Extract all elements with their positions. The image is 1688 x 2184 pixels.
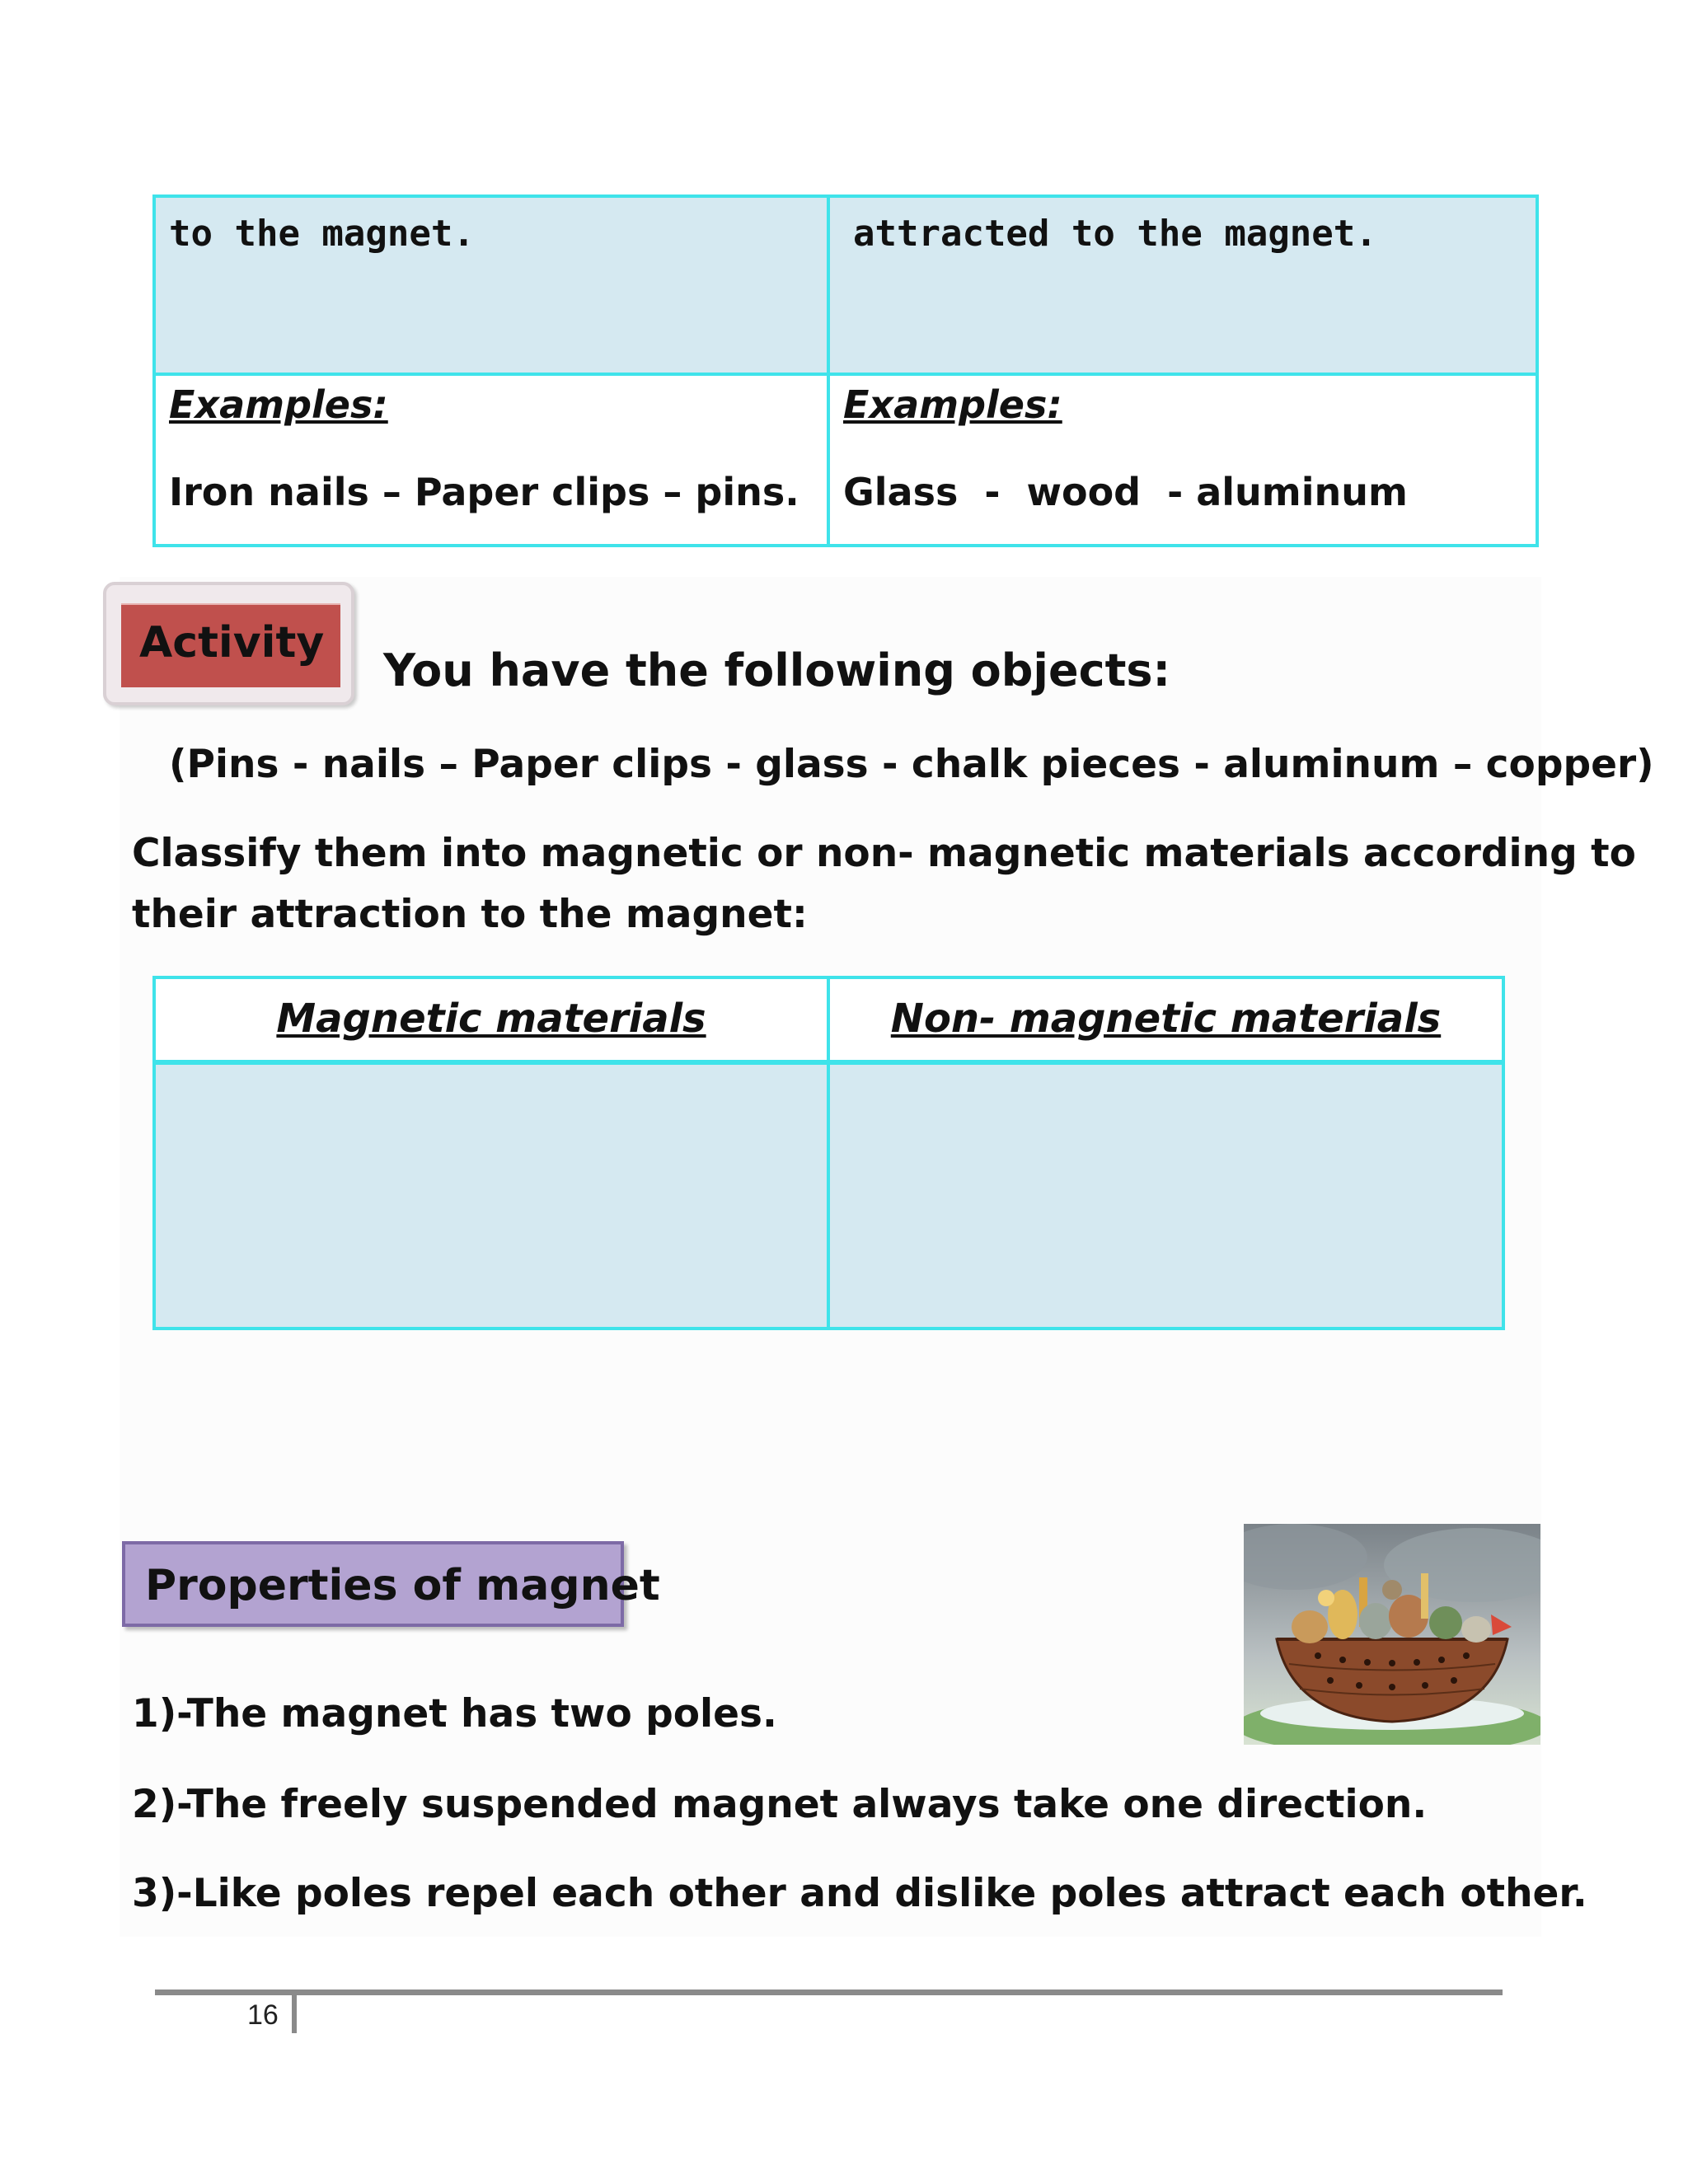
table-header-cell <box>830 979 1502 1065</box>
answer-cell-magnetic[interactable] <box>156 1065 830 1327</box>
table-cell <box>156 198 830 376</box>
instruction-line-1: Classify them into magnetic or non- magnetic materials according to <box>132 831 1636 876</box>
column-header-magnetic: Magnetic materials <box>276 996 706 1042</box>
answer-cell-non-magnetic[interactable] <box>830 1065 1502 1327</box>
property-item: 3)-Like poles repel each other and dislike poles attract each other. <box>132 1871 1587 1916</box>
table-cell <box>830 376 1536 544</box>
examples-label: Examples: <box>169 382 388 427</box>
cell-text: attracted to the magnet. <box>853 213 1377 255</box>
instruction-line-2: their attraction to the magnet: <box>132 892 808 937</box>
footer-tick <box>292 1994 297 2033</box>
examples-text: Glass - wood - aluminum <box>843 470 1408 514</box>
table-cell <box>156 376 830 544</box>
classification-table <box>152 976 1505 1330</box>
activity-badge <box>103 582 354 705</box>
activity-heading: You have the following objects: <box>383 644 1171 696</box>
examples-label: Examples: <box>843 382 1062 427</box>
objects-list: (Pins - nails – Paper clips - glass - chalk pieces - aluminum – copper) <box>169 742 1654 787</box>
activity-badge-inner <box>121 603 340 687</box>
property-item: 1)-The magnet has two poles. <box>132 1691 777 1736</box>
footer-rule <box>155 1990 1503 1995</box>
page-number: 16 <box>247 1999 279 2031</box>
property-item: 2)-The freely suspended magnet always take one direction. <box>132 1782 1428 1827</box>
table-cell <box>830 198 1536 376</box>
properties-label: Properties of magnet <box>145 1561 660 1610</box>
cell-text: to the magnet. <box>169 213 475 255</box>
column-header-non-magnetic: Non- magnetic materials <box>890 996 1442 1042</box>
examples-text: Iron nails – Paper clips – pins. <box>169 470 799 514</box>
noahs-ark-illustration <box>1244 1524 1540 1745</box>
comparison-table <box>152 194 1539 547</box>
properties-badge <box>122 1541 660 1627</box>
table-header-cell <box>156 979 830 1065</box>
activity-label: Activity <box>139 618 325 668</box>
